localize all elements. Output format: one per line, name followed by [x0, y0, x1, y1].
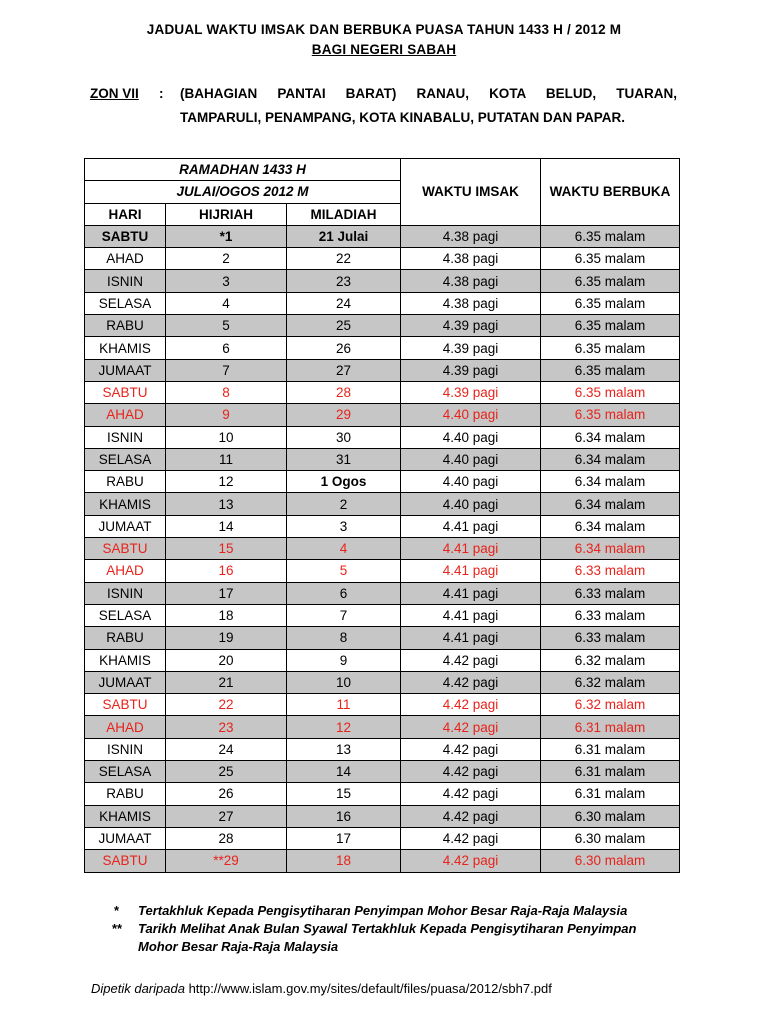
hijriah-cell: 26 — [166, 783, 287, 805]
imsak-time-cell: 4.42 pagi — [401, 761, 541, 783]
zone-word: BARAT) — [345, 86, 397, 101]
imsak-time-cell: 4.39 pagi — [401, 337, 541, 359]
berbuka-time-cell: 6.31 malam — [541, 738, 680, 760]
table-row — [85, 515, 680, 537]
source-url-link[interactable]: http://www.islam.gov.my/sites/default/files/puasa/2012/sbh7.pdf — [188, 981, 552, 996]
berbuka-time-cell: 6.31 malam — [541, 783, 680, 805]
miladiah-cell: 25 — [287, 315, 401, 337]
berbuka-time-cell: 6.35 malam — [541, 225, 680, 247]
table-row — [85, 716, 680, 738]
day-cell: ISNIN — [85, 426, 166, 448]
day-cell: RABU — [85, 471, 166, 493]
berbuka-time-cell: 6.34 malam — [541, 426, 680, 448]
berbuka-time-cell: 6.35 malam — [541, 315, 680, 337]
hijriah-cell: 8 — [166, 381, 287, 403]
zone-colon: : — [159, 86, 164, 101]
hijriah-cell: 24 — [166, 738, 287, 760]
table-row — [85, 337, 680, 359]
table-row — [85, 448, 680, 470]
day-cell: JUMAAT — [85, 515, 166, 537]
source-label: Dipetik daripada — [91, 981, 185, 996]
hijriah-cell: 13 — [166, 493, 287, 515]
day-cell: KHAMIS — [85, 805, 166, 827]
note1-text: Tertakhluk Kepada Pengisytiharan Penyimpan Mohor Besar Raja-Raja Malaysia — [138, 903, 628, 918]
zone-word: PANTAI — [277, 86, 326, 101]
day-cell: KHAMIS — [85, 337, 166, 359]
note2-text-line2: Mohor Besar Raja-Raja Malaysia — [138, 939, 339, 954]
imsak-time-cell: 4.39 pagi — [401, 315, 541, 337]
berbuka-time-cell: 6.35 malam — [541, 381, 680, 403]
miladiah-cell: 9 — [287, 649, 401, 671]
miladiah-cell: 28 — [287, 381, 401, 403]
miladiah-cell: 10 — [287, 671, 401, 693]
table-row — [85, 783, 680, 805]
miladiah-cell: 4 — [287, 538, 401, 560]
table-row — [85, 359, 680, 381]
miladiah-cell: 13 — [287, 738, 401, 760]
table-row — [85, 270, 680, 292]
table-row — [85, 315, 680, 337]
zone-word: BELUD, — [545, 86, 597, 101]
imsak-time-cell: 4.42 pagi — [401, 827, 541, 849]
hijriah-cell: 20 — [166, 649, 287, 671]
day-cell: SELASA — [85, 761, 166, 783]
hijriah-cell: 12 — [166, 471, 287, 493]
table-row — [85, 292, 680, 314]
zone-areas-line2: TAMPARULI, PENAMPANG, KOTA KINABALU, PUTATAN DAN PAPAR. — [180, 110, 625, 125]
miladiah-cell: 21 Julai — [287, 225, 401, 247]
day-cell: AHAD — [85, 404, 166, 426]
table-row — [85, 694, 680, 716]
note2-text-line1: Tarikh Melihat Anak Bulan Syawal Tertakhluk Kepada Pengisytiharan Penyimpan — [138, 921, 637, 936]
schedule-table — [84, 158, 680, 873]
table-row — [85, 827, 680, 849]
berbuka-time-cell: 6.34 malam — [541, 538, 680, 560]
zone-word: (BAHAGIAN — [180, 86, 258, 101]
table-row — [85, 560, 680, 582]
berbuka-time-cell: 6.30 malam — [541, 827, 680, 849]
table-row — [85, 805, 680, 827]
miladiah-cell: 15 — [287, 783, 401, 805]
table-row — [85, 649, 680, 671]
hijriah-cell: 9 — [166, 404, 287, 426]
day-cell: SABTU — [85, 538, 166, 560]
miladiah-cell: 7 — [287, 604, 401, 626]
imsak-time-cell: 4.40 pagi — [401, 471, 541, 493]
imsak-time-cell: 4.40 pagi — [401, 448, 541, 470]
day-cell: SABTU — [85, 850, 166, 872]
miladiah-cell: 12 — [287, 716, 401, 738]
table-row — [85, 538, 680, 560]
berbuka-time-cell: 6.33 malam — [541, 560, 680, 582]
berbuka-time-cell: 6.30 malam — [541, 850, 680, 872]
day-cell: AHAD — [85, 248, 166, 270]
note1-marker: * — [114, 903, 120, 918]
imsak-time-cell: 4.41 pagi — [401, 582, 541, 604]
imsak-time-cell: 4.38 pagi — [401, 225, 541, 247]
miladiah-cell: 31 — [287, 448, 401, 470]
miladiah-cell: 26 — [287, 337, 401, 359]
imsak-time-cell: 4.42 pagi — [401, 649, 541, 671]
day-cell: RABU — [85, 315, 166, 337]
day-cell: AHAD — [85, 716, 166, 738]
imsak-time-cell: 4.38 pagi — [401, 248, 541, 270]
header-hari: HARI — [85, 203, 166, 225]
table-row — [85, 426, 680, 448]
imsak-time-cell: 4.42 pagi — [401, 738, 541, 760]
hijriah-cell: 10 — [166, 426, 287, 448]
imsak-time-cell: 4.42 pagi — [401, 671, 541, 693]
hijriah-cell: 4 — [166, 292, 287, 314]
day-cell: RABU — [85, 627, 166, 649]
table-row — [85, 761, 680, 783]
header-hijriah: HIJRIAH — [166, 203, 287, 225]
imsak-time-cell: 4.41 pagi — [401, 515, 541, 537]
berbuka-time-cell: 6.35 malam — [541, 359, 680, 381]
miladiah-cell: 6 — [287, 582, 401, 604]
day-cell: JUMAAT — [85, 359, 166, 381]
table-row — [85, 604, 680, 626]
table-row — [85, 404, 680, 426]
berbuka-time-cell: 6.35 malam — [541, 337, 680, 359]
hijriah-cell: 21 — [166, 671, 287, 693]
header-waktu-berbuka: WAKTU BERBUKA — [541, 159, 680, 226]
day-cell: SELASA — [85, 292, 166, 314]
miladiah-cell: 1 Ogos — [287, 471, 401, 493]
imsak-time-cell: 4.40 pagi — [401, 404, 541, 426]
berbuka-time-cell: 6.35 malam — [541, 292, 680, 314]
hijriah-cell: 19 — [166, 627, 287, 649]
hijriah-cell: 6 — [166, 337, 287, 359]
miladiah-cell: 8 — [287, 627, 401, 649]
hijriah-cell: **29 — [166, 850, 287, 872]
imsak-time-cell: 4.42 pagi — [401, 850, 541, 872]
berbuka-time-cell: 6.33 malam — [541, 627, 680, 649]
header-ramadhan: RAMADHAN 1433 H — [85, 159, 401, 181]
hijriah-cell: 22 — [166, 694, 287, 716]
miladiah-cell: 17 — [287, 827, 401, 849]
table-row — [85, 671, 680, 693]
berbuka-time-cell: 6.33 malam — [541, 604, 680, 626]
hijriah-cell: 18 — [166, 604, 287, 626]
day-cell: SABTU — [85, 381, 166, 403]
day-cell: SABTU — [85, 225, 166, 247]
table-row — [85, 582, 680, 604]
hijriah-cell: 28 — [166, 827, 287, 849]
berbuka-time-cell: 6.33 malam — [541, 582, 680, 604]
hijriah-cell: *1 — [166, 225, 287, 247]
note2-marker: ** — [112, 921, 123, 936]
miladiah-cell: 24 — [287, 292, 401, 314]
table-row — [85, 225, 680, 247]
day-cell: KHAMIS — [85, 493, 166, 515]
zone-label: ZON VII — [90, 86, 139, 101]
hijriah-cell: 11 — [166, 448, 287, 470]
berbuka-time-cell: 6.32 malam — [541, 649, 680, 671]
hijriah-cell: 3 — [166, 270, 287, 292]
day-cell: KHAMIS — [85, 649, 166, 671]
day-cell: ISNIN — [85, 582, 166, 604]
header-miladiah: MILADIAH — [287, 203, 401, 225]
berbuka-time-cell: 6.32 malam — [541, 694, 680, 716]
hijriah-cell: 5 — [166, 315, 287, 337]
hijriah-cell: 2 — [166, 248, 287, 270]
hijriah-cell: 14 — [166, 515, 287, 537]
day-cell: JUMAAT — [85, 671, 166, 693]
berbuka-time-cell: 6.31 malam — [541, 761, 680, 783]
header-months: JULAI/OGOS 2012 M — [85, 181, 401, 203]
day-cell: SELASA — [85, 604, 166, 626]
zone-word: RANAU, — [416, 86, 469, 101]
hijriah-cell: 7 — [166, 359, 287, 381]
miladiah-cell: 29 — [287, 404, 401, 426]
hijriah-cell: 16 — [166, 560, 287, 582]
day-cell: AHAD — [85, 560, 166, 582]
miladiah-cell: 2 — [287, 493, 401, 515]
berbuka-time-cell: 6.32 malam — [541, 671, 680, 693]
imsak-time-cell: 4.42 pagi — [401, 783, 541, 805]
imsak-time-cell: 4.38 pagi — [401, 292, 541, 314]
source-citation — [91, 981, 552, 996]
berbuka-time-cell: 6.31 malam — [541, 716, 680, 738]
berbuka-time-cell: 6.34 malam — [541, 471, 680, 493]
day-cell: JUMAAT — [85, 827, 166, 849]
imsak-time-cell: 4.40 pagi — [401, 426, 541, 448]
miladiah-cell: 3 — [287, 515, 401, 537]
imsak-time-cell: 4.42 pagi — [401, 805, 541, 827]
table-row — [85, 471, 680, 493]
day-cell: SABTU — [85, 694, 166, 716]
berbuka-time-cell: 6.34 malam — [541, 448, 680, 470]
imsak-time-cell: 4.39 pagi — [401, 359, 541, 381]
day-cell: RABU — [85, 783, 166, 805]
imsak-time-cell: 4.41 pagi — [401, 560, 541, 582]
schedule-body — [85, 225, 680, 872]
berbuka-time-cell: 6.34 malam — [541, 493, 680, 515]
imsak-time-cell: 4.41 pagi — [401, 627, 541, 649]
table-row — [85, 850, 680, 872]
berbuka-time-cell: 6.30 malam — [541, 805, 680, 827]
hijriah-cell: 25 — [166, 761, 287, 783]
day-cell: ISNIN — [85, 270, 166, 292]
miladiah-cell: 5 — [287, 560, 401, 582]
miladiah-cell: 27 — [287, 359, 401, 381]
berbuka-time-cell: 6.34 malam — [541, 515, 680, 537]
imsak-time-cell: 4.41 pagi — [401, 604, 541, 626]
day-cell: ISNIN — [85, 738, 166, 760]
imsak-time-cell: 4.42 pagi — [401, 716, 541, 738]
miladiah-cell: 18 — [287, 850, 401, 872]
imsak-time-cell: 4.40 pagi — [401, 493, 541, 515]
table-row — [85, 248, 680, 270]
miladiah-cell: 14 — [287, 761, 401, 783]
berbuka-time-cell: 6.35 malam — [541, 248, 680, 270]
hijriah-cell: 15 — [166, 538, 287, 560]
berbuka-time-cell: 6.35 malam — [541, 404, 680, 426]
imsak-time-cell: 4.38 pagi — [401, 270, 541, 292]
table-row — [85, 381, 680, 403]
hijriah-cell: 23 — [166, 716, 287, 738]
header-waktu-imsak: WAKTU IMSAK — [401, 159, 541, 226]
zone-areas-line1 — [180, 86, 677, 101]
imsak-time-cell: 4.39 pagi — [401, 381, 541, 403]
zone-word: KOTA — [489, 86, 526, 101]
miladiah-cell: 11 — [287, 694, 401, 716]
berbuka-time-cell: 6.35 malam — [541, 270, 680, 292]
imsak-time-cell: 4.42 pagi — [401, 694, 541, 716]
zone-word: TUARAN, — [616, 86, 677, 101]
page-subtitle: BAGI NEGERI SABAH — [311, 42, 457, 57]
miladiah-cell: 23 — [287, 270, 401, 292]
table-row — [85, 627, 680, 649]
day-cell: SELASA — [85, 448, 166, 470]
hijriah-cell: 27 — [166, 805, 287, 827]
miladiah-cell: 16 — [287, 805, 401, 827]
imsak-time-cell: 4.41 pagi — [401, 538, 541, 560]
table-row — [85, 738, 680, 760]
miladiah-cell: 22 — [287, 248, 401, 270]
miladiah-cell: 30 — [287, 426, 401, 448]
page-title: JADUAL WAKTU IMSAK DAN BERBUKA PUASA TAHUN 1433 H / 2012 M — [146, 22, 622, 37]
table-row — [85, 493, 680, 515]
hijriah-cell: 17 — [166, 582, 287, 604]
